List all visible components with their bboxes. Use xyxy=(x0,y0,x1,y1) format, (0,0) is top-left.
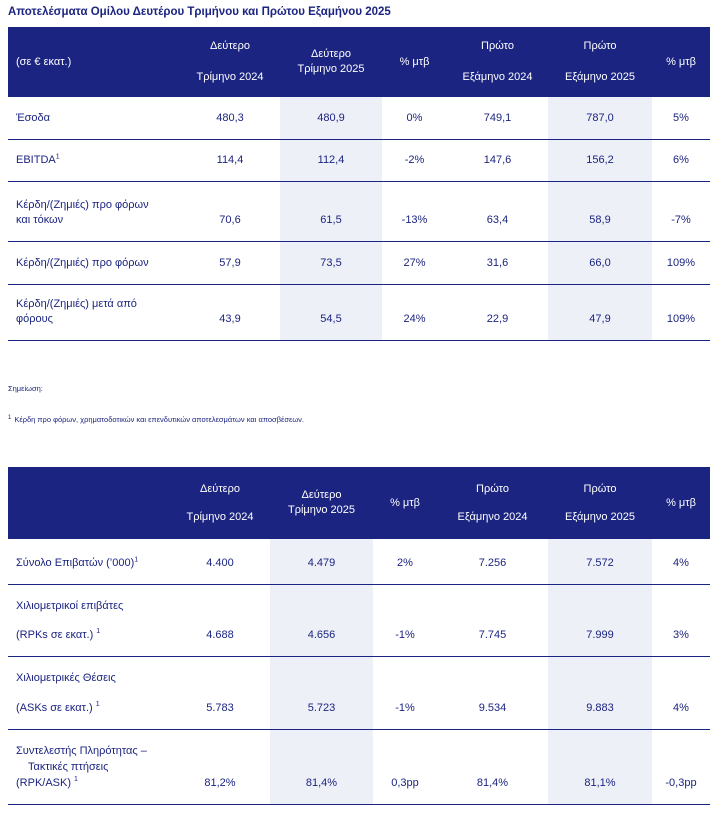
cell-value: 57,9 xyxy=(219,257,241,269)
row-label-line: Κέρδη/(Ζημιές) προ φόρων xyxy=(16,199,149,211)
cell-value: 4% xyxy=(673,702,689,714)
cell-value: 27% xyxy=(403,257,426,269)
cell-value: 3% xyxy=(673,629,689,641)
header-line: Εξάμηνο 2025 xyxy=(565,510,635,523)
row-label-line xyxy=(16,627,170,643)
header-line: % μτβ xyxy=(666,55,696,68)
cell-value: 480,9 xyxy=(280,97,382,139)
table-header xyxy=(8,467,710,539)
cell-value: 6% xyxy=(673,154,689,166)
header-line: Πρώτο xyxy=(583,482,617,495)
cell-value: 7.572 xyxy=(548,539,652,584)
header-line: Πρώτο xyxy=(583,40,617,52)
header-line: % μτβ xyxy=(399,55,430,68)
unit-label xyxy=(8,27,180,97)
footnote-mark: 1 xyxy=(8,414,12,421)
cell-value: 4% xyxy=(673,557,689,569)
table-row xyxy=(8,285,710,341)
column-header-q2-2024 xyxy=(180,27,280,97)
row-label xyxy=(8,97,180,139)
row-label-text: EBITDA xyxy=(16,154,56,166)
header-line: Δεύτερο xyxy=(301,489,342,501)
column-header-h1-2025 xyxy=(548,467,652,539)
note-label: Σημείωση: xyxy=(8,384,43,393)
table-row xyxy=(8,97,710,140)
row-label xyxy=(8,657,170,729)
cell-value: -1% xyxy=(395,702,415,714)
header-line: % μτβ xyxy=(390,496,420,509)
row-label-line: Κέρδη/(Ζημιές) προ φόρων xyxy=(16,257,149,269)
table-row xyxy=(8,730,710,805)
cell-value: 5% xyxy=(673,112,689,124)
table-row xyxy=(8,242,710,285)
row-label xyxy=(8,585,170,656)
column-header-yoy xyxy=(652,27,710,97)
row-label xyxy=(8,539,170,584)
cell-value: 7.745 xyxy=(478,629,507,641)
cell-value: -13% xyxy=(401,214,428,226)
cell-value: 749,1 xyxy=(483,112,512,124)
column-header-q2-2025 xyxy=(280,27,382,97)
footnote xyxy=(8,414,304,426)
cell-value: 54,5 xyxy=(280,285,382,340)
cell-value: 58,9 xyxy=(548,182,652,241)
cell-value: -1% xyxy=(395,629,415,641)
row-label xyxy=(8,285,180,340)
header-line: Δεύτερο xyxy=(200,482,240,495)
cell-value: 81,4% xyxy=(476,777,509,789)
table-row xyxy=(8,182,710,242)
cell-value: 9.534 xyxy=(478,702,507,714)
header-line: Εξάμηνο 2025 xyxy=(565,71,635,83)
cell-value: 7.999 xyxy=(548,585,652,656)
footnote-text: Κέρδη προ φόρων, χρηματοδοτικών και επενδυτικών αποτελεσμάτων και αποσβέσεων. xyxy=(14,415,305,424)
cell-value: 0% xyxy=(406,112,423,124)
header-line: Δεύτερο xyxy=(210,40,250,52)
column-header-yoy xyxy=(382,27,447,97)
cell-value: 0,3pp xyxy=(391,777,419,789)
cell-value: 81,1% xyxy=(548,730,652,804)
cell-value: 73,5 xyxy=(280,242,382,284)
header-line: Τρίμηνο 2025 xyxy=(297,63,365,75)
table-header xyxy=(8,27,710,97)
column-header-h1-2025 xyxy=(548,27,652,97)
column-header-q2-2024 xyxy=(170,467,270,539)
cell-value: 2% xyxy=(397,557,413,569)
header-line: Τρίμηνο 2024 xyxy=(196,71,264,83)
row-label-line: Χιλιομετρικοί επιβάτες xyxy=(16,600,124,612)
footnote-mark: 1 xyxy=(95,701,100,709)
row-label-line: Συντελεστής Πληρότητας – xyxy=(16,745,147,757)
header-line: Τρίμηνο 2025 xyxy=(287,504,356,516)
cell-value: 156,2 xyxy=(548,140,652,181)
header-line: Εξάμηνο 2024 xyxy=(457,510,528,523)
cell-value: 4.688 xyxy=(206,629,234,641)
header-line: Δεύτερο xyxy=(311,48,351,60)
row-label-line xyxy=(16,700,170,716)
header-line: % μτβ xyxy=(666,496,696,509)
cell-value: 5.723 xyxy=(270,657,373,729)
table-row xyxy=(8,140,710,182)
row-label-line: Τακτικές πτήσεις xyxy=(28,761,109,773)
footnote-mark: 1 xyxy=(134,556,139,564)
row-label xyxy=(8,242,180,284)
column-header-h1-2024 xyxy=(437,467,548,539)
column-header-yoy xyxy=(373,467,437,539)
row-label-text: (RPKs σε εκατ.) xyxy=(16,629,94,641)
cell-value: 31,6 xyxy=(486,257,509,269)
row-label xyxy=(8,730,170,804)
cell-value: 4.479 xyxy=(270,539,373,584)
cell-value: 70,6 xyxy=(219,214,241,226)
row-label-line xyxy=(16,555,170,571)
row-label xyxy=(8,182,180,241)
unit-label-text: (σε € εκατ.) xyxy=(16,55,72,68)
cell-value: 81,2% xyxy=(204,777,236,789)
row-label-line xyxy=(16,153,180,168)
group-results-table xyxy=(8,27,710,341)
cell-value: 787,0 xyxy=(548,97,652,139)
header-empty-cell xyxy=(8,467,170,539)
row-label-text: Σύνολο Επιβατών (’000) xyxy=(16,557,135,569)
cell-value: 24% xyxy=(403,313,426,325)
header-line: Τρίμηνο 2024 xyxy=(186,510,254,523)
cell-value: -0,3pp xyxy=(665,777,697,789)
header-line: Πρώτο xyxy=(476,482,509,495)
cell-value: -2% xyxy=(404,154,425,166)
row-label-line xyxy=(16,775,170,791)
row-label-line: Κέρδη/(Ζημιές) μετά από xyxy=(16,298,137,310)
cell-value: 4.656 xyxy=(270,585,373,656)
column-header-q2-2025 xyxy=(270,467,373,539)
row-label xyxy=(8,140,180,181)
header-line: Εξάμηνο 2024 xyxy=(462,71,533,83)
cell-value: 4.400 xyxy=(206,557,234,569)
row-label-line: και τόκων xyxy=(16,214,64,226)
cell-value: 66,0 xyxy=(548,242,652,284)
cell-value: 109% xyxy=(666,313,696,325)
column-header-yoy xyxy=(652,467,710,539)
cell-value: 480,3 xyxy=(216,112,244,124)
header-line: Πρώτο xyxy=(481,40,514,52)
traffic-statistics-table xyxy=(8,467,710,805)
cell-value: 47,9 xyxy=(548,285,652,340)
footnote-mark: 1 xyxy=(55,153,60,161)
column-header-h1-2024 xyxy=(447,27,548,97)
table-row xyxy=(8,657,710,730)
cell-value: 43,9 xyxy=(219,313,241,325)
page-title: Αποτελέσματα Ομίλου Δευτέρου Τριμήνου και Πρώτου Εξαμήνου 2025 xyxy=(8,6,391,18)
cell-value: 9.883 xyxy=(548,657,652,729)
cell-value: 63,4 xyxy=(486,214,509,226)
cell-value: 147,6 xyxy=(483,154,512,166)
table-row xyxy=(8,539,710,585)
row-label-text: (RPK/ASK) xyxy=(16,777,72,789)
cell-value: 7.256 xyxy=(478,557,507,569)
cell-value: 22,9 xyxy=(486,313,509,325)
cell-value: 61,5 xyxy=(280,182,382,241)
footnote-mark: 1 xyxy=(96,628,101,636)
cell-value: 81,4% xyxy=(270,730,373,804)
cell-value: 5.783 xyxy=(206,702,234,714)
cell-value: -7% xyxy=(671,214,691,226)
row-label-line: Χιλιομετρικές Θέσεις xyxy=(16,672,116,684)
cell-value: 114,4 xyxy=(216,154,244,166)
footnote-mark: 1 xyxy=(74,776,78,784)
cell-value: 109% xyxy=(666,257,696,269)
table-row xyxy=(8,585,710,657)
row-label-text: (ASKs σε εκατ.) xyxy=(16,702,93,714)
cell-value: 112,4 xyxy=(280,140,382,181)
row-label-line: Έσοδα xyxy=(16,112,51,124)
row-label-line: φόρους xyxy=(16,313,53,325)
